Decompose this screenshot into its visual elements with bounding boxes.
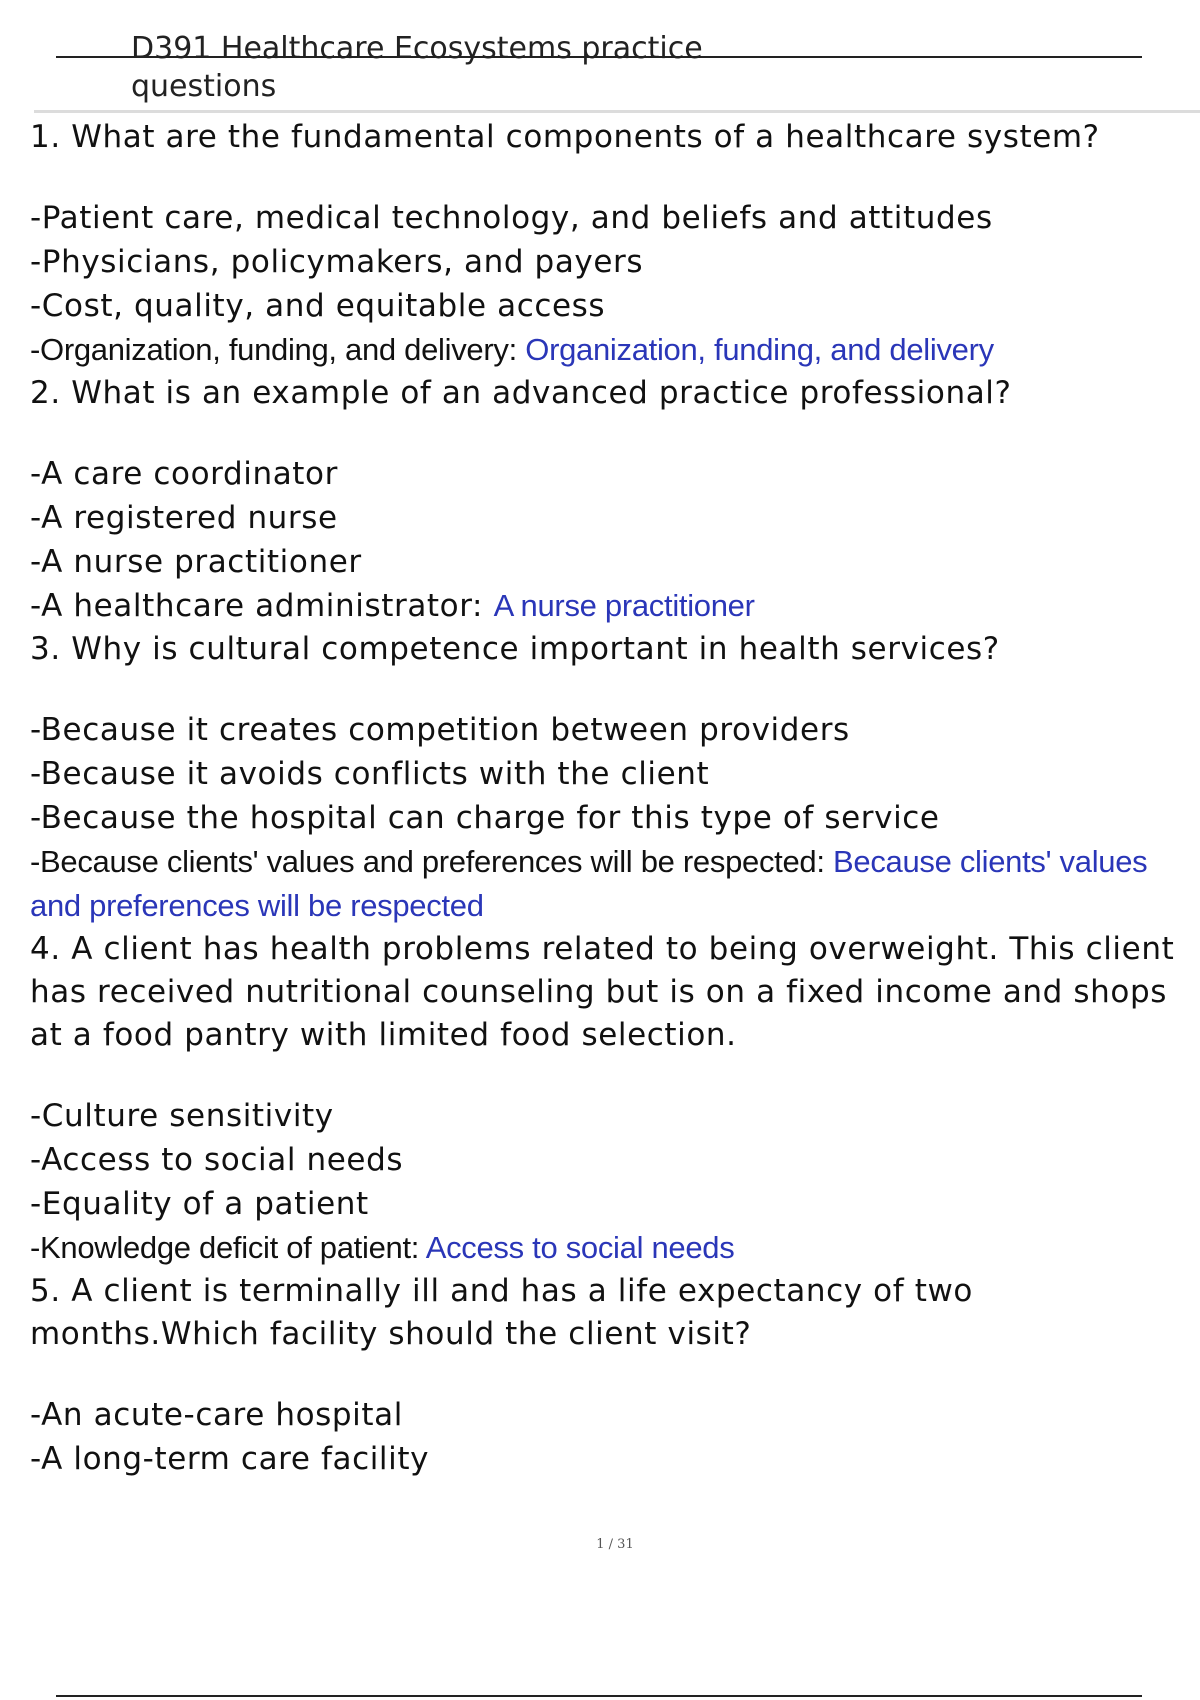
- question-block: [30, 928, 1180, 1270]
- correct-answer: Access to social needs: [425, 1230, 735, 1265]
- question-stem: 3. Why is cultural competence important in health services?: [30, 631, 1000, 667]
- question-stem: 5. A client is terminally ill and has a life expectancy of two months.Which facility should the client visit?: [30, 1273, 973, 1352]
- question-block: [30, 372, 1180, 628]
- answer-option-with-key: [30, 584, 1180, 628]
- answer-option: -Knowledge deficit of patient:: [30, 1230, 420, 1265]
- answer-option: -A nurse practitioner: [30, 544, 362, 580]
- answer-option: -Patient care, medical technology, and beliefs and attitudes: [30, 200, 993, 236]
- question-block: [30, 1270, 1180, 1481]
- answer-option: -A long-term care facility: [30, 1441, 430, 1477]
- answer-option: -Organization, funding, and delivery:: [30, 332, 517, 367]
- answer-option: -A care coordinator: [30, 456, 338, 492]
- question-stem: 1. What are the fundamental components of a healthcare system?: [30, 119, 1100, 155]
- answer-option: -A registered nurse: [30, 500, 338, 536]
- question-stem: 2. What is an example of an advanced practice professional?: [30, 375, 1012, 411]
- answer-option: -Because it avoids conflicts with the client: [30, 756, 710, 792]
- answer-option: -Because clients' values and preferences will be respected:: [30, 844, 825, 879]
- correct-answer: A nurse practitioner: [493, 588, 755, 623]
- question-stem: 4. A client has health problems related to being overweight. This client has received nutritional counseling but is on a fixed income and shops at a food pantry with limited food selection.: [30, 931, 1175, 1053]
- correct-answer: Because clients' values and preferences will be respected: [30, 844, 1148, 923]
- document-header: [56, 30, 1142, 106]
- footer-rule: [56, 1695, 1142, 1697]
- document-title: D391 Healthcare Ecosystems practice questions: [131, 31, 703, 104]
- answer-option: -Because it creates competition between providers: [30, 712, 850, 748]
- answer-option: -A healthcare administrator:: [30, 588, 484, 624]
- answer-option: -Equality of a patient: [30, 1186, 369, 1222]
- answer-option: -An acute-care hospital: [30, 1397, 403, 1433]
- answer-option-with-key: [30, 840, 1180, 928]
- answer-option: -Cost, quality, and equitable access: [30, 288, 606, 324]
- correct-answer: Organization, funding, and delivery: [525, 332, 994, 367]
- answer-option-with-key: [30, 1226, 1180, 1270]
- question-block: [30, 116, 1180, 372]
- answer-option: -Access to social needs: [30, 1142, 404, 1178]
- answer-option: -Culture sensitivity: [30, 1098, 334, 1134]
- answer-option-with-key: [30, 328, 1180, 372]
- answer-option: -Because the hospital can charge for this type of service: [30, 800, 940, 836]
- page-number: 1 / 31: [596, 1537, 634, 1552]
- answer-option: -Physicians, policymakers, and payers: [30, 244, 644, 280]
- question-block: [30, 628, 1180, 928]
- questions-list: [30, 116, 1180, 1481]
- header-divider: [34, 110, 1200, 113]
